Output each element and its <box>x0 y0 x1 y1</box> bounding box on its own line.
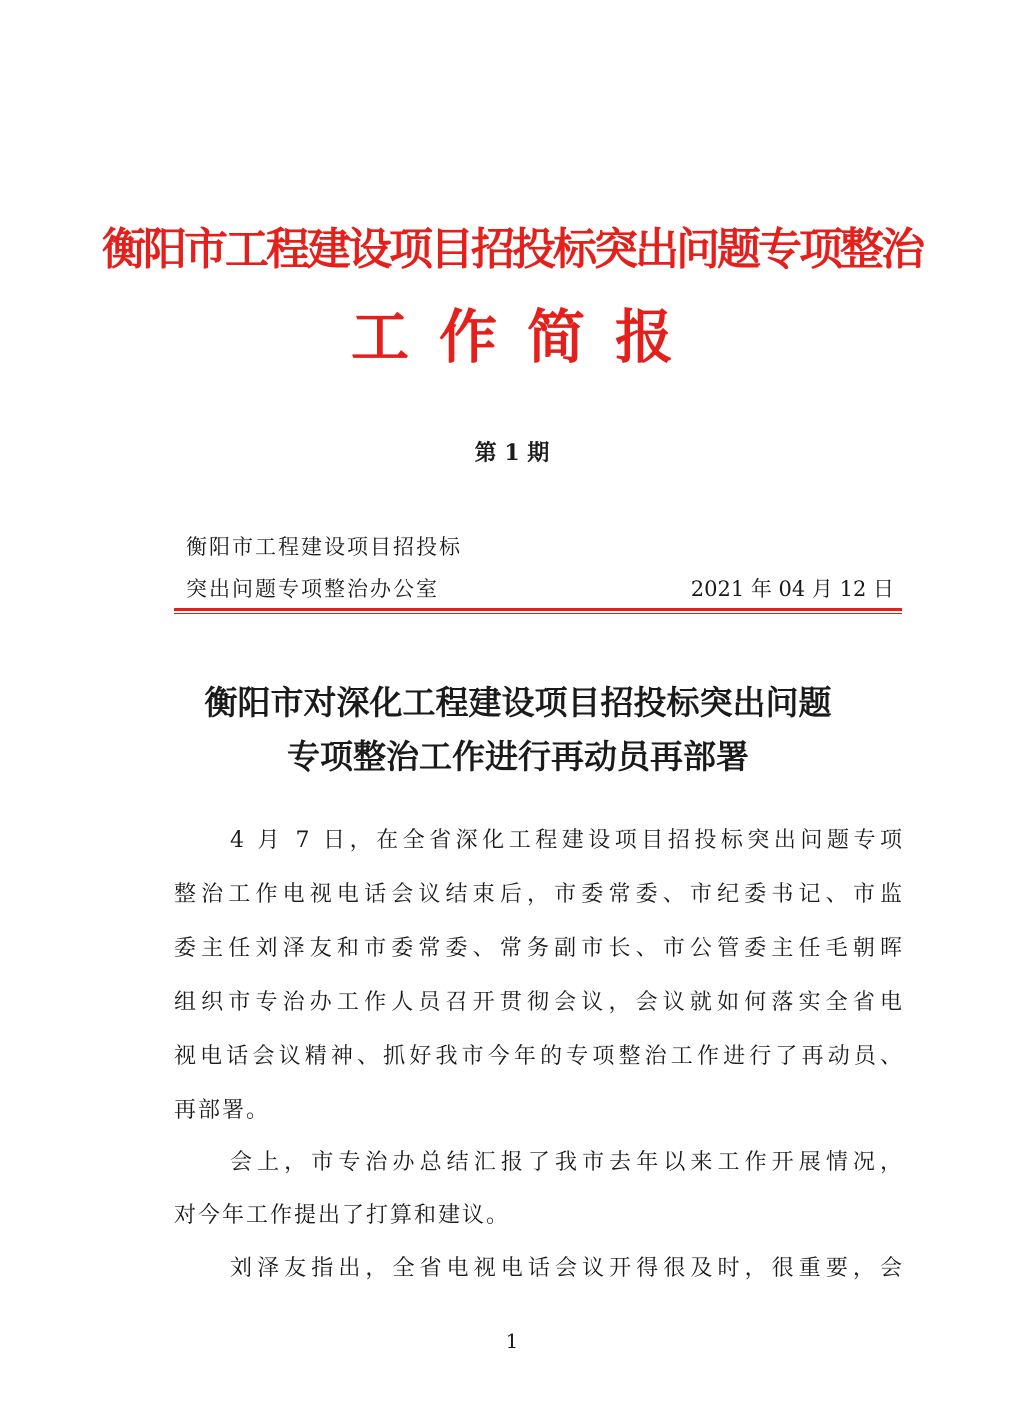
body-line: 会上，市专治办总结汇报了我市去年以来工作开展情况， <box>230 1150 904 1175</box>
body-line: 视电话会议精神、抓好我市今年的专项整治工作进行了再动员、 <box>174 1044 904 1069</box>
issue-date: 2021 年 04 月 12 日 <box>690 577 894 601</box>
masthead-divider-thin <box>174 613 902 614</box>
bulletin-masthead-subtitle: 工作简报 <box>350 303 703 371</box>
body-line: 对今年工作提出了打算和建议。 <box>174 1203 511 1228</box>
issuer-name-line1: 衡阳市工程建设项目招投标 <box>186 535 462 559</box>
body-line: 刘泽友指出，全省电视电话会议开得很及时，很重要，会 <box>230 1256 904 1281</box>
issuer-name-line2: 突出问题专项整治办公室 <box>186 577 439 601</box>
article-title-line1: 衡阳市对深化工程建设项目招投标突出问题 <box>204 683 832 722</box>
bulletin-masthead-title: 衡阳市工程建设项目招投标突出问题专项整治 <box>102 224 922 275</box>
body-line: 整治工作电视电话会议结束后，市委常委、市纪委书记、市监 <box>174 882 904 907</box>
page-number: 1 <box>505 1329 519 1353</box>
body-line: 组织市专治办工作人员召开贯彻会议，会议就如何落实全省电 <box>174 990 904 1015</box>
article-title-line2: 专项整治工作进行再动员再部署 <box>287 737 749 776</box>
body-line: 4 月 7 日，在全省深化工程建设项目招投标突出问题专项 <box>230 828 904 853</box>
masthead-divider <box>174 608 902 611</box>
body-line: 委主任刘泽友和市委常委、常务副市长、市公管委主任毛朝晖 <box>174 936 904 961</box>
body-line: 再部署。 <box>174 1098 271 1123</box>
issue-number: 第 1 期 <box>474 440 550 466</box>
